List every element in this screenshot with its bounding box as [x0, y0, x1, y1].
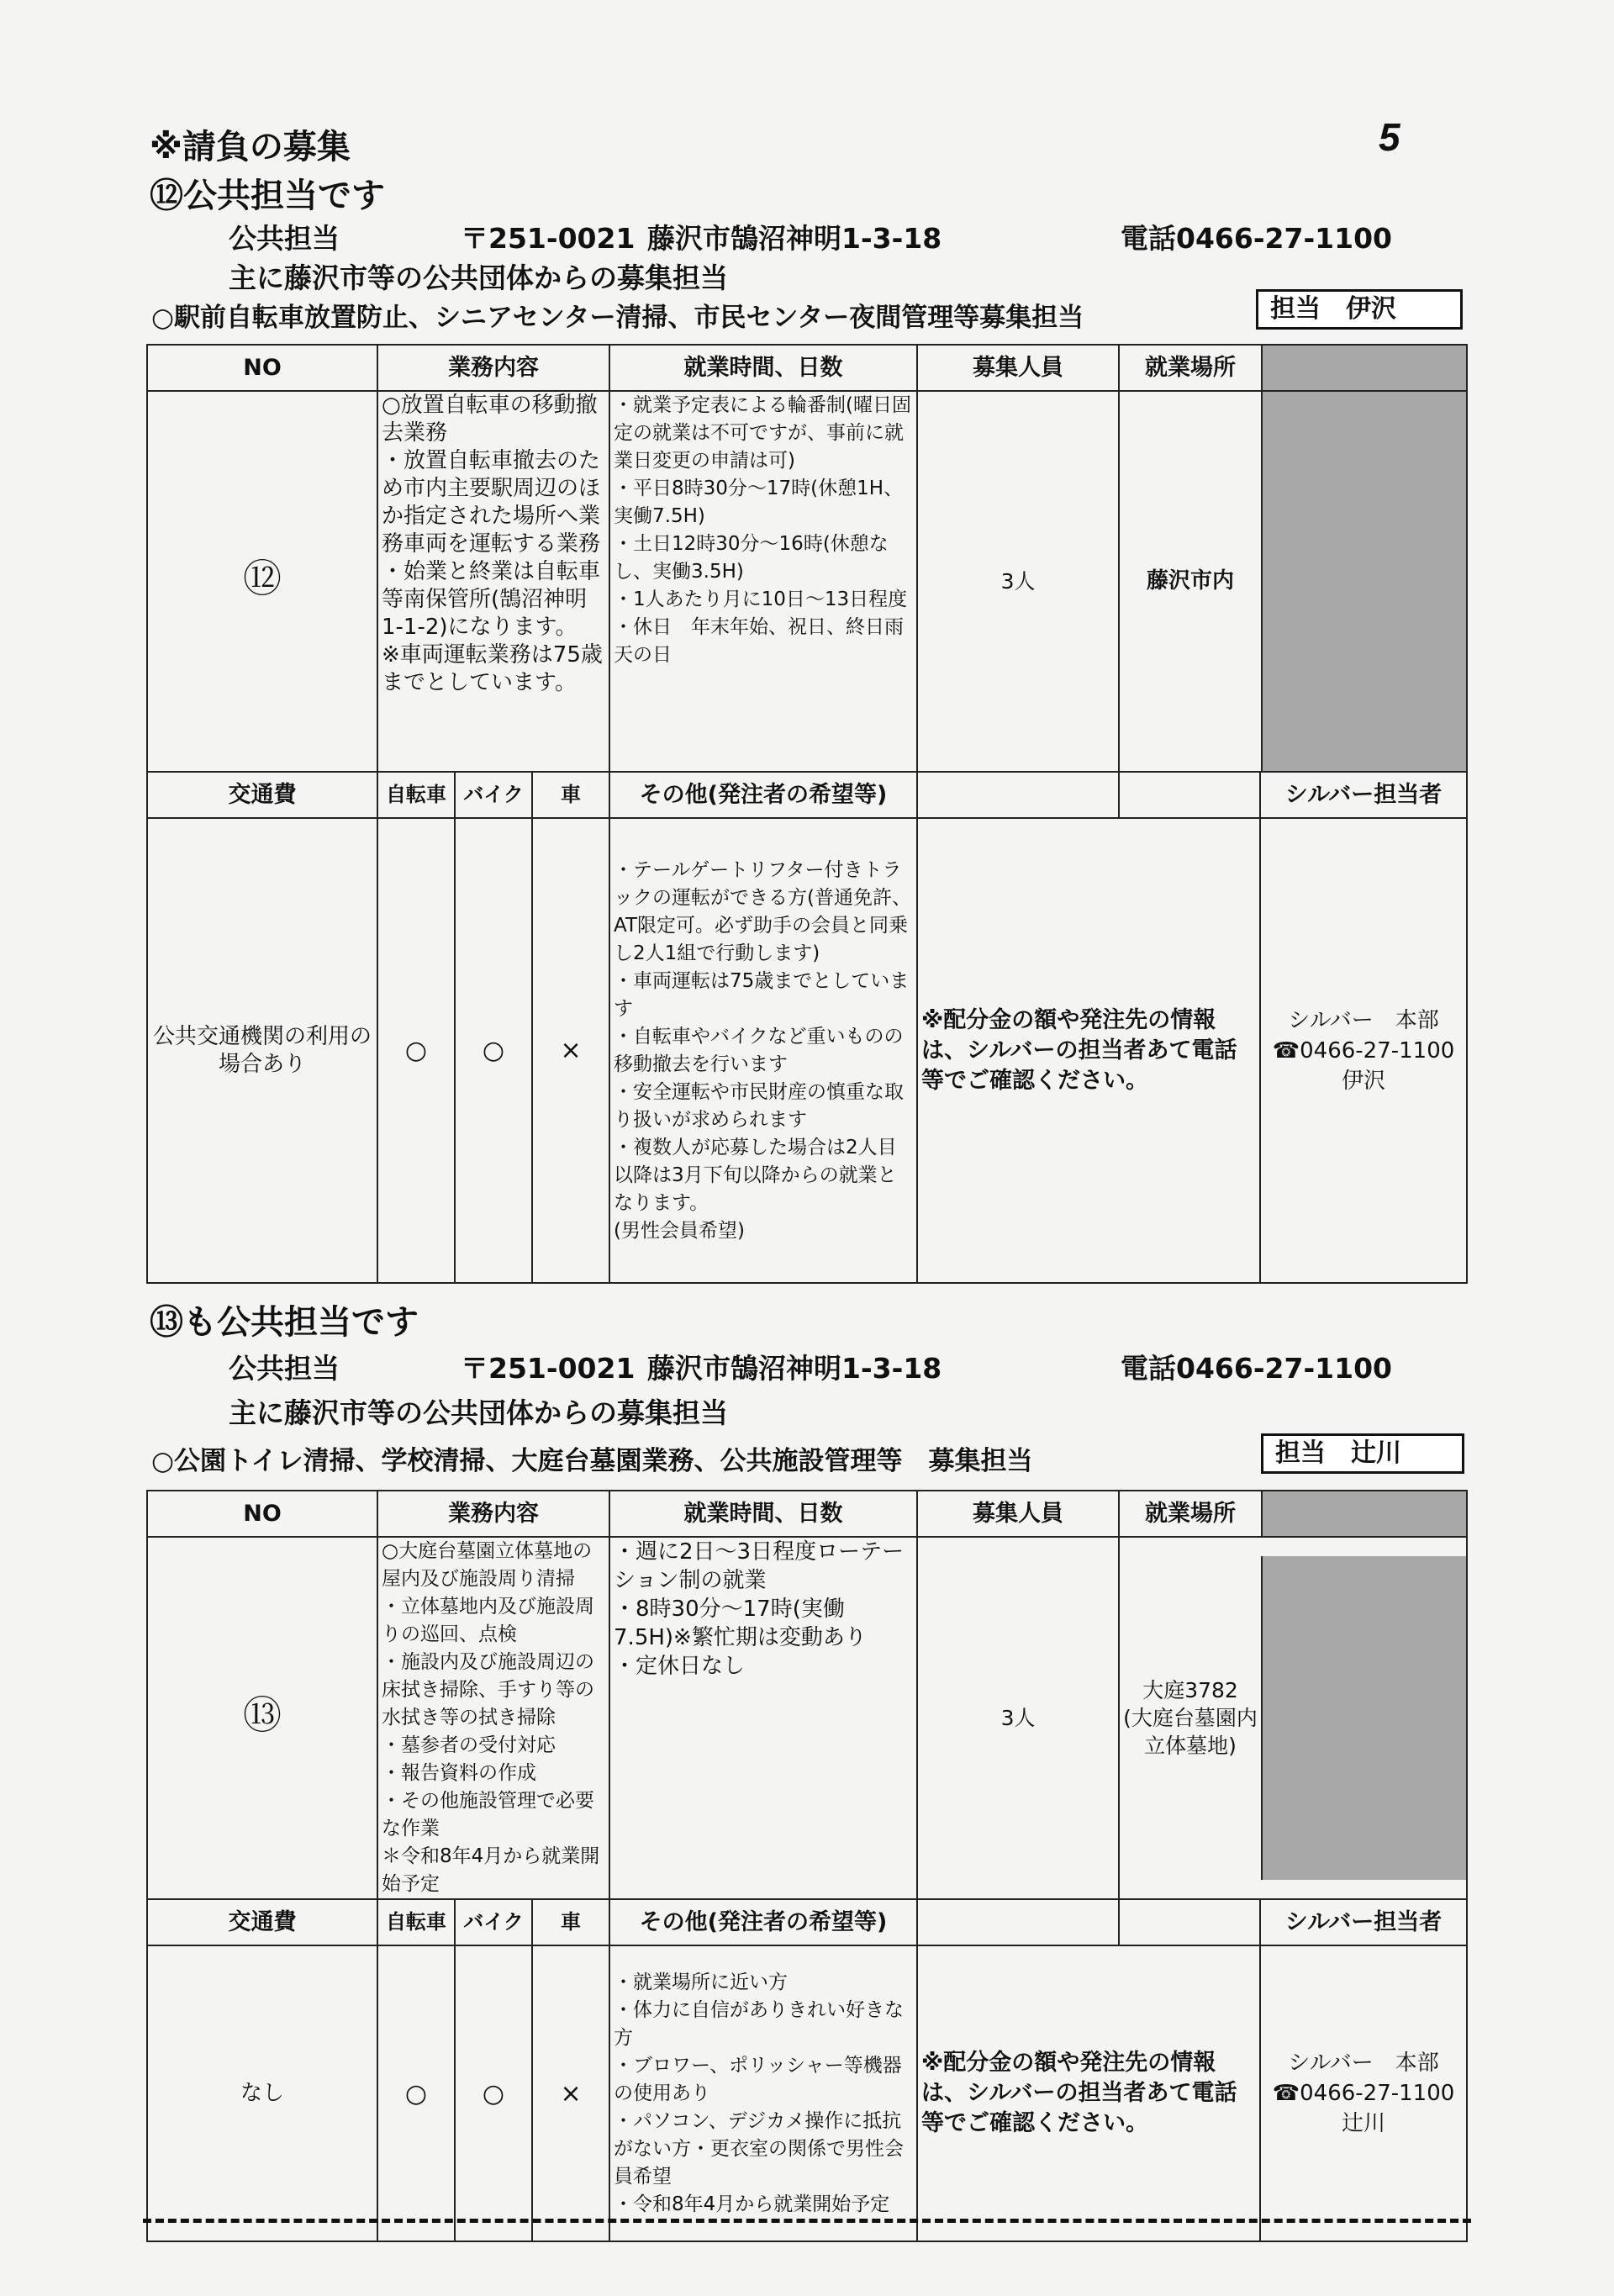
gray-cell	[1263, 1556, 1466, 1880]
silver-staff: シルバー 本部 ☎0466-27-1100 辻川	[1260, 1945, 1467, 2241]
col-bicycle: 自転車	[377, 772, 455, 818]
bicycle-value: ○	[377, 1945, 455, 2241]
gray-cell	[1263, 1491, 1466, 1536]
postal-code: 〒251-0021	[461, 1352, 636, 1385]
bicycle-value: ○	[377, 818, 455, 1283]
section-heading: ⑫公共担当です	[150, 177, 385, 215]
gray-cell	[1263, 346, 1466, 390]
car-value: ×	[532, 818, 609, 1283]
motorbike-value: ○	[455, 1945, 532, 2241]
col-other: その他(発注者の希望等)	[609, 1899, 917, 1945]
row-number: ⑫	[243, 555, 282, 601]
work-place: 大庭3782 (大庭台墓園内立体墓地)	[1120, 1556, 1263, 1880]
contact-note: ※配分金の額や発注先の情報は、シルバーの担当者あて電話等でご確認ください。	[917, 1945, 1260, 2241]
col-no: NO	[147, 1491, 377, 1537]
section-summary: ○公園トイレ清掃、学校清掃、大庭台墓園業務、公共施設管理等 募集担当	[151, 1446, 1033, 1476]
car-value: ×	[532, 1945, 609, 2241]
tanto-box: 担当 辻川	[1261, 1433, 1464, 1474]
section-summary: ○駅前自転車放置防止、シニアセンター清掃、市民センター夜間管理等募集担当	[151, 303, 1084, 333]
office-phone: 電話0466-27-1100	[1121, 1352, 1393, 1385]
col-work: 業務内容	[377, 1491, 609, 1537]
col-silver-staff: シルバー担当者	[1260, 1899, 1467, 1945]
work-hours: ・週に2日～3日程度ローテーション制の就業 ・8時30分～17時(実働7.5H)※繁忙期は変動あり ・定休日なし	[609, 1537, 917, 1899]
other-requirements: ・テールゲートリフター付きトラックの運転ができる方(普通免許、AT限定可。必ず助手の会員と同乗し2人1組で行動します) ・車両運転は75歳までとしています ・自転車やバイクなど重いものの移動撤去を行います ・安全運転や市民財産の慎重な取り扱いが求められます ・複数人が応募した場合は2人目以降は3月下旬以降からの就業となります。 (男性会員希望)	[609, 818, 917, 1283]
col-place: 就業場所	[1120, 346, 1263, 390]
work-content: ○大庭台墓園立体墓地の屋内及び施設周り清掃 ・立体墓地内及び施設周りの巡回、点検 ・施設内及び施設周辺の床拭き掃除、手すり等の水拭き等の拭き掃除 ・墓参者の受付対応 ・報告資料の作成 ・その他施設管理で必要な作業 ＊令和8年4月から就業開始予定	[377, 1537, 609, 1899]
col-transport: 交通費	[147, 1899, 377, 1945]
office-name: 公共担当	[229, 222, 340, 255]
motorbike-value: ○	[455, 818, 532, 1283]
transport-value: なし	[147, 1945, 377, 2241]
silver-staff: シルバー 本部 ☎0466-27-1100 伊沢	[1260, 818, 1467, 1283]
page-title: ※請負の募集	[150, 128, 351, 166]
job-table-13	[146, 1490, 1468, 2242]
work-hours: ・就業予定表による輪番制(曜日固定の就業は不可ですが、事前に就業日変更の申請は可) ・平日8時30分～17時(休憩1H、実働7.5H) ・土日12時30分～16時(休憩なし、実働3.5H) ・1人あたり月に10日～13日程度 ・休日 年末年始、祝日、終日雨天の日	[609, 391, 917, 772]
col-no: NO	[147, 345, 377, 391]
col-transport: 交通費	[147, 772, 377, 818]
col-motorbike: バイク	[455, 1899, 532, 1945]
col-people: 募集人員	[917, 345, 1119, 391]
section-heading: ⑬も公共担当です	[150, 1303, 419, 1342]
job-table-12	[146, 344, 1468, 1284]
gray-cell	[1263, 392, 1466, 771]
row-number: ⑬	[243, 1692, 282, 1738]
col-people: 募集人員	[917, 1491, 1119, 1537]
tanto-box: 担当 伊沢	[1256, 289, 1463, 330]
recruit-count: 3人	[917, 391, 1119, 772]
transport-value: 公共交通機関の利用の場合あり	[147, 818, 377, 1283]
recruit-count: 3人	[917, 1537, 1119, 1899]
col-bicycle: 自転車	[377, 1899, 455, 1945]
page-number: 5	[1379, 115, 1400, 159]
section-subheading: 主に藤沢市等の公共団体からの募集担当	[229, 261, 728, 294]
col-hours: 就業時間、日数	[609, 345, 917, 391]
other-requirements: ・就業場所に近い方 ・体力に自信がありきれい好きな方 ・ブロワー、ポリッシャー等機器の使用あり ・パソコン、デジカメ操作に抵抗がない方・更衣室の関係で男性会員希望 ・令和8年4月から就業開始予定	[609, 1945, 917, 2241]
office-name: 公共担当	[229, 1352, 340, 1385]
section-subheading: 主に藤沢市等の公共団体からの募集担当	[229, 1396, 728, 1429]
col-work: 業務内容	[377, 345, 609, 391]
col-other: その他(発注者の希望等)	[609, 772, 917, 818]
col-silver-staff: シルバー担当者	[1260, 772, 1467, 818]
office-address: 藤沢市鵠沼神明1-3-18	[647, 1352, 942, 1385]
col-motorbike: バイク	[455, 772, 532, 818]
work-place: 藤沢市内	[1120, 392, 1263, 771]
col-car: 車	[532, 772, 609, 818]
work-content: ○放置自転車の移動撤去業務 ・放置自転車撤去のため市内主要駅周辺のほか指定された場所へ業務車両を運転する業務 ・始業と終業は自転車等南保管所(鵠沼神明1-1-2)になります。 ※車両運転業務は75歳までとしています。	[377, 391, 609, 772]
office-address: 藤沢市鵠沼神明1-3-18	[647, 222, 942, 255]
postal-code: 〒251-0021	[461, 222, 636, 255]
col-car: 車	[532, 1899, 609, 1945]
col-place: 就業場所	[1120, 1491, 1263, 1536]
col-hours: 就業時間、日数	[609, 1491, 917, 1537]
contact-note: ※配分金の額や発注先の情報は、シルバーの担当者あて電話等でご確認ください。	[917, 818, 1260, 1283]
cut-line-divider	[143, 2219, 1471, 2223]
office-phone: 電話0466-27-1100	[1121, 222, 1393, 255]
